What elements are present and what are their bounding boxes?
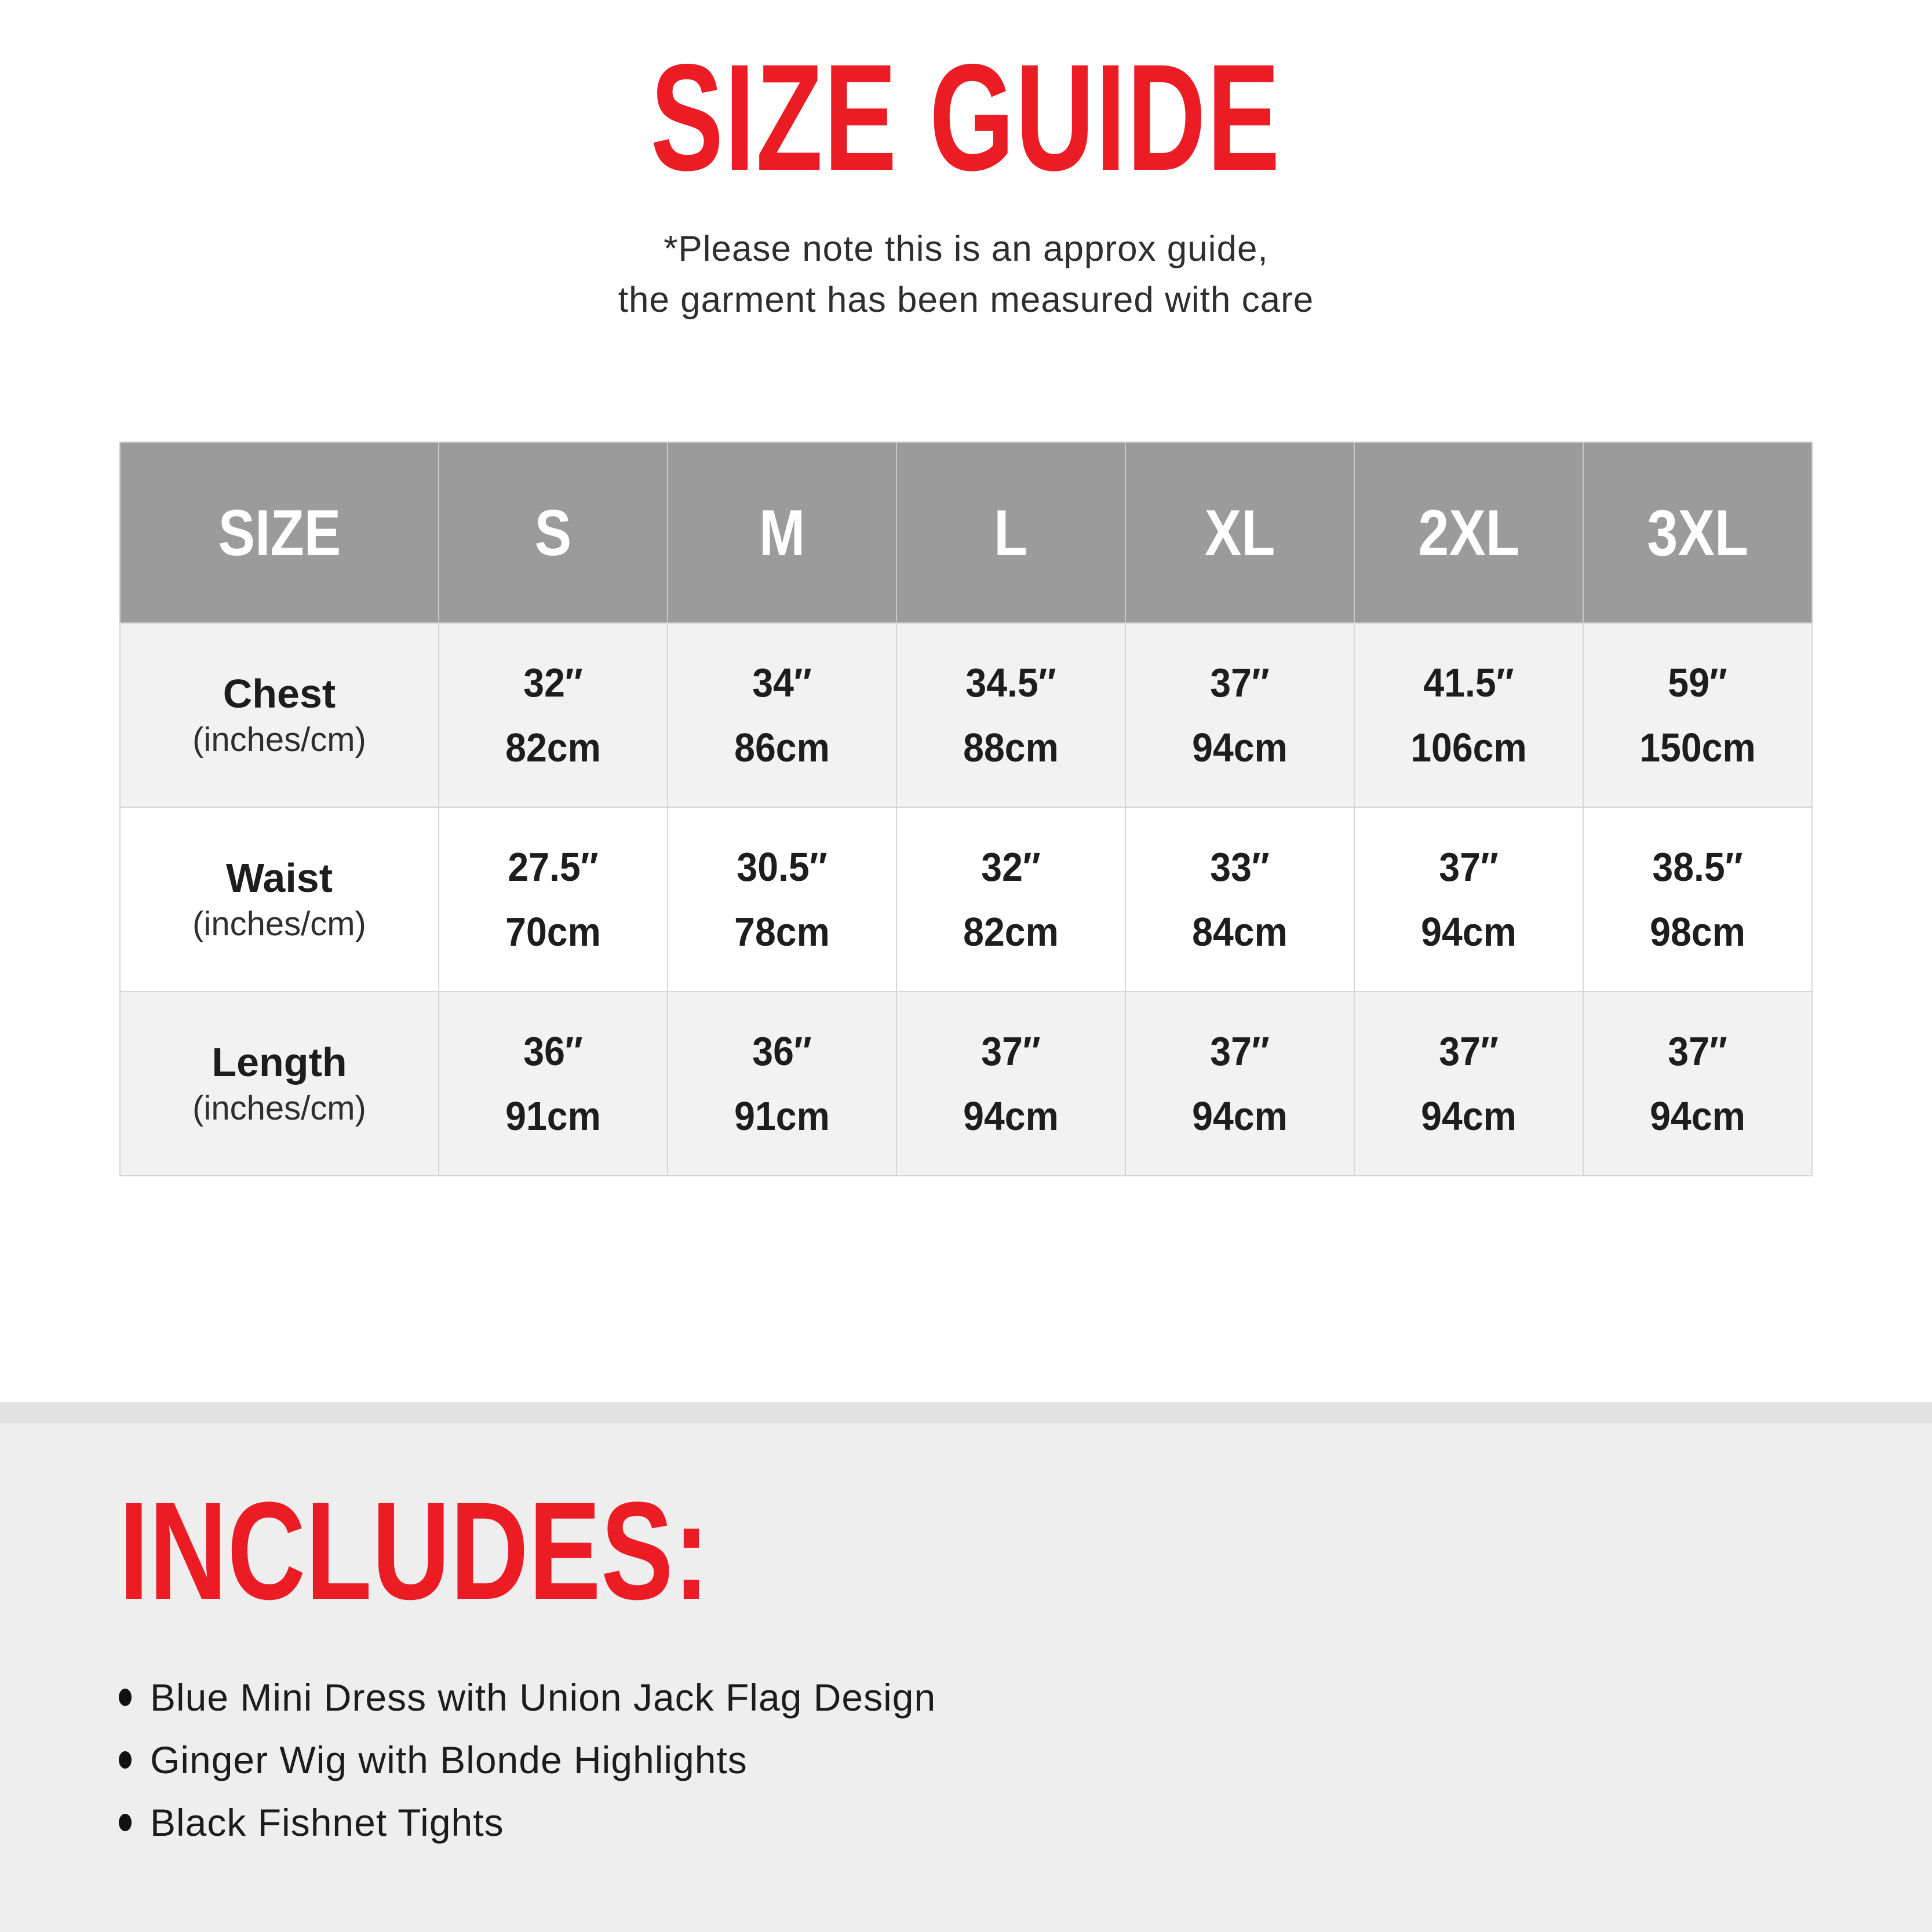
page-title-text: SIZE GUIDE [651,32,1281,202]
value-cm: 91cm [734,1093,830,1139]
row-label-waist [120,807,439,991]
chest-s [439,623,668,807]
value-cm: 106cm [1410,725,1527,771]
column-header-size: SIZE [120,442,439,623]
column-header-m: M [668,442,896,623]
length-2xl [1354,991,1583,1176]
includes-section [0,1402,1932,1932]
value-cm: 82cm [963,909,1059,955]
length-3xl [1583,991,1812,1176]
value-cm: 94cm [1421,1093,1517,1139]
value-inches: 59″ [1668,660,1727,706]
size-table-header-row [120,442,1812,623]
value-inches: 37″ [1210,1029,1270,1074]
list-item [119,1800,1932,1844]
page-title [0,0,1932,202]
value-cm: 86cm [734,725,830,771]
value-inches: 30.5″ [737,844,828,890]
row-label-length [120,991,439,1176]
column-header-2xl: 2XL [1354,442,1583,623]
value-inches: 27.5″ [508,844,599,890]
list-item-text: Blue Mini Dress with Union Jack Flag Design [150,1676,936,1719]
length-l [896,991,1125,1176]
waist-xl [1125,807,1354,991]
bullet-icon [119,1814,132,1831]
waist-l [896,807,1125,991]
size-table [119,442,1813,1176]
value-cm: 82cm [505,725,601,771]
value-cm: 150cm [1639,725,1756,771]
column-header-s: S [439,442,668,623]
value-inches: 34″ [752,660,812,706]
value-inches: 36″ [523,1029,583,1074]
row-label: Waist [225,855,333,901]
value-inches: 37″ [981,1029,1041,1074]
column-header-xl: XL [1125,442,1354,623]
length-s [439,991,668,1176]
value-cm: 94cm [1650,1093,1745,1139]
value-cm: 98cm [1650,909,1745,955]
length-m [668,991,896,1176]
value-inches: 33″ [1210,844,1270,890]
bullet-icon [119,1751,132,1769]
waist-s [439,807,668,991]
list-item [119,1738,1932,1782]
table-row-length [120,991,1812,1176]
value-inches: 37″ [1210,660,1270,706]
value-cm: 94cm [1192,1093,1288,1139]
value-cm: 94cm [963,1093,1059,1139]
table-row-waist [120,807,1812,991]
waist-3xl [1583,807,1812,991]
value-inches: 32″ [981,844,1041,890]
chest-m [668,623,896,807]
length-xl [1125,991,1354,1176]
row-sublabel: (inches/cm) [192,1089,366,1128]
value-cm: 91cm [505,1093,601,1139]
chest-2xl [1354,623,1583,807]
column-header-3xl: 3XL [1583,442,1812,623]
value-inches: 37″ [1439,844,1499,890]
chest-l [896,623,1125,807]
value-cm: 94cm [1421,909,1517,955]
note-line-2: the garment has been measured with care [618,280,1314,320]
note [0,224,1932,326]
includes-heading [119,1473,1932,1628]
value-cm: 84cm [1192,909,1288,955]
value-inches: 36″ [752,1029,812,1074]
column-header-l: L [896,442,1125,623]
value-inches: 38.5″ [1652,844,1743,890]
includes-list [119,1675,1932,1844]
value-cm: 78cm [734,909,830,955]
value-inches: 37″ [1439,1029,1499,1074]
list-item [119,1675,1932,1719]
row-label-chest [120,623,439,807]
row-sublabel: (inches/cm) [192,905,366,943]
value-cm: 70cm [505,909,601,955]
note-line-1: *Please note this is an approx guide, [664,229,1268,269]
chest-3xl [1583,623,1812,807]
value-inches: 32″ [523,660,583,706]
waist-2xl [1354,807,1583,991]
bullet-icon [119,1689,132,1706]
chest-xl [1125,623,1354,807]
value-inches: 34.5″ [965,660,1056,706]
row-label: Chest [223,671,336,717]
value-inches: 41.5″ [1423,660,1514,706]
table-row-chest [120,623,1812,807]
value-cm: 88cm [963,725,1059,771]
list-item-text: Ginger Wig with Blonde Highlights [150,1738,748,1781]
row-label: Length [212,1040,347,1085]
value-inches: 37″ [1668,1029,1727,1074]
value-cm: 94cm [1192,725,1288,771]
includes-heading-text: INCLUDES: [119,1473,710,1628]
row-sublabel: (inches/cm) [192,721,366,759]
waist-m [668,807,896,991]
list-item-text: Black Fishnet Tights [150,1801,504,1844]
